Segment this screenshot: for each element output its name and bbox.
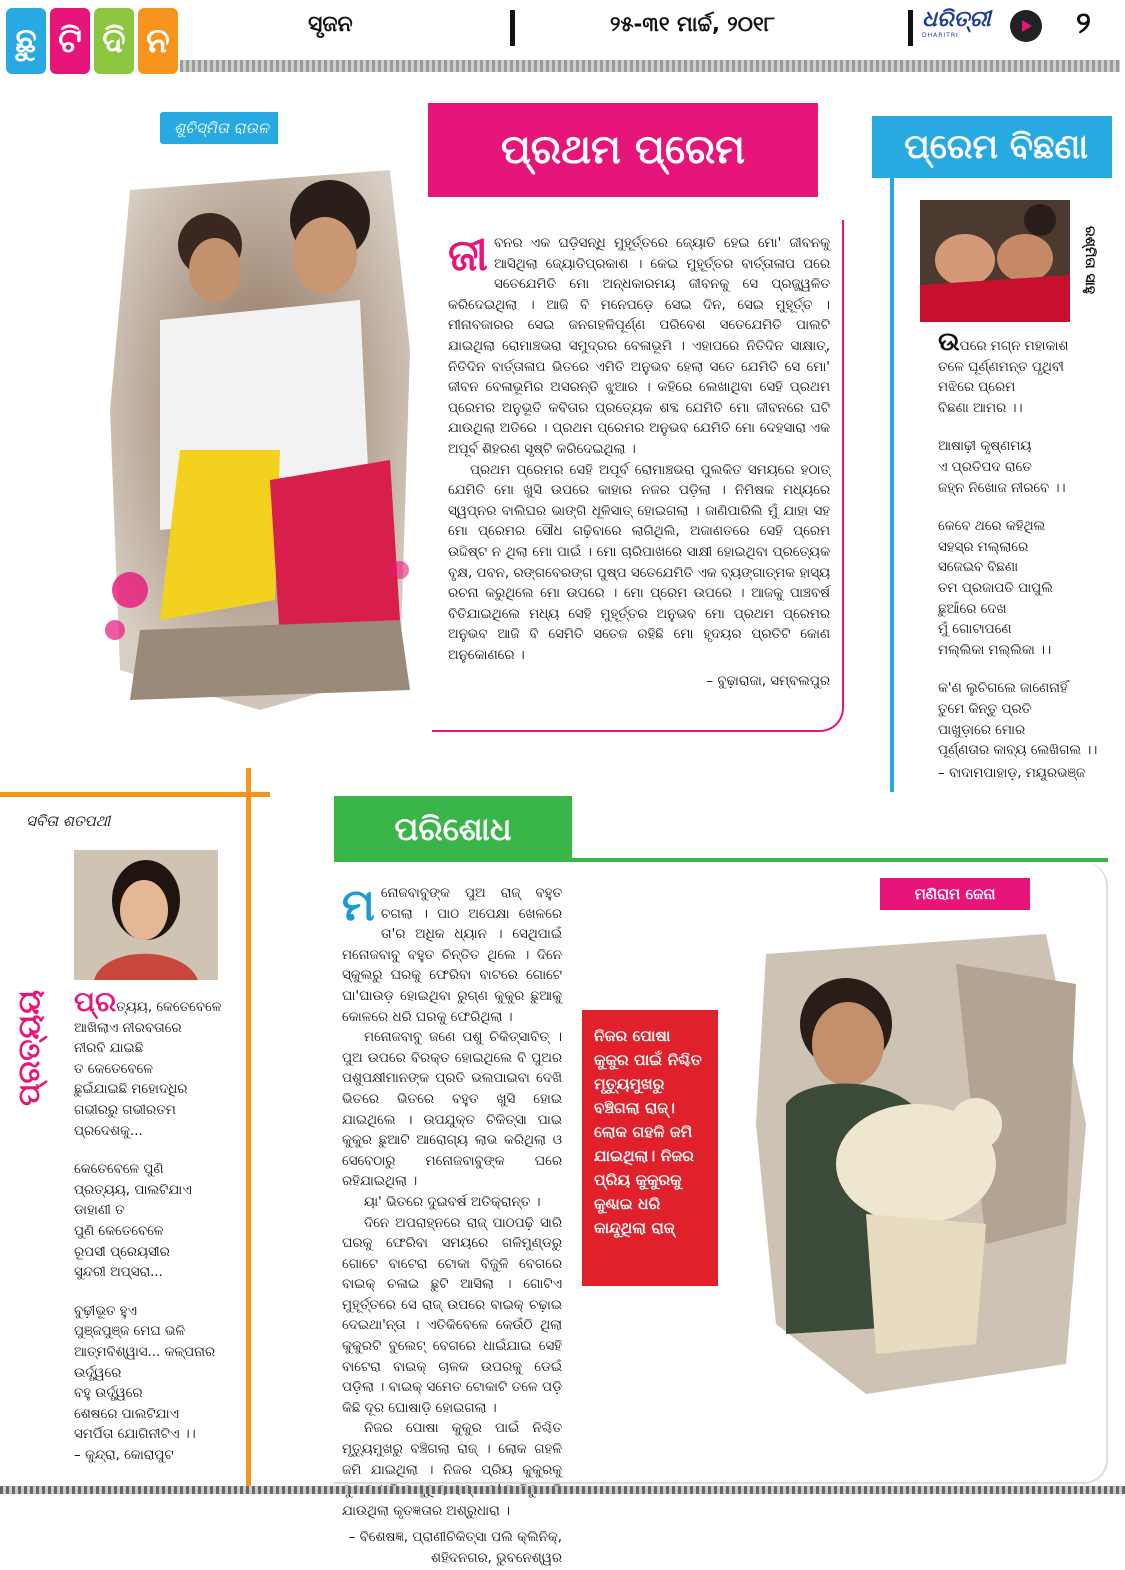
section-logo-letter-2: ଟି — [50, 8, 90, 74]
story-signature: – ବିଶେଷଜ୍ଞ, ପ୍ରାଣୀଚିକିତ୍ସା ପଲି କ୍ଲିନିକ୍, — [348, 1530, 562, 1546]
story-paragraph: ପ୍ରଥମ ପ୍ରେମର ସେହି ଅପୂର୍ବ ରୋମାଞ୍ଚଭରା ପୁଲକିତ ସମୟରେ ହଠାତ୍ ଯେମିତି ମୋ ଖୁସି ଉପରେ କାହାର ନଜର ପଡ଼ିଲା । ନିମିଷକ ମଧ୍ୟରେ ସ୍ୱପ୍ନର ବାଲିଘର ଭାଙ୍ଗି ଧୂଳିସାତ୍ ହୋଇଗଲା । ଜାଣିପାରିଲି ମୁଁ ଯାହା ସହ ମୋ ପ୍ରେମର ସୌଧ ଗଢ଼ିବାରେ ଲାଗିଥିଲି, ଅଜାଣତରେ ସେହି ପ୍ରେମ ଉଦ୍ଦିଷ୍ଟ ନ ଥିଲା ମୋ ପାଇଁ । ମୋ ଚାରିପାଖରେ ସାକ୍ଷୀ ହୋଇଥିବା ପ୍ରତ୍ୟେକ ବୃକ୍ଷ, ପବନ, ରଙ୍ଗବେରଙ୍ଗ ପୁଷ୍ପ ସତେଯେମିତି ଏକ ବ୍ୟଙ୍ଗାତ୍ମକ ହାସ୍ୟ ରଚନା କରୁଥିଲେ ମୋ ଉପରେ । ମୋ ପ୍ରେମ ଉପରେ । ଆଜକୁ ପାଞ୍ଚବର୍ଷ ବିତିଯାଇଥିଲେ ମଧ୍ୟ ସେହି ମୁହୂର୍ତ୍ତର ଅନୁଭବ ମୋ ପ୍ରଥମ ପ୍ରେମର ଅନୁଭବ ଆଜି ବି ସେମିତି ସତେଜ ରହିଛି ମୋ ହୃଦୟର ପ୍ରତିଟି କୋଣ ଅନୁକୋଣରେ । — [448, 462, 830, 663]
story-body — [342, 880, 562, 1570]
poem-stanza: କ'ଣ ଲୁଚିଗଲେ ଜାଣେନାହିଁ ତୁମେ କିନ୍ତୁ ପ୍ରତି ପାଖୁଡ଼ାରେ ମୋର ପୂର୍ଣ୍ଣତାର କାବ୍ୟ ଲେଖିଗଲ ।। — [938, 681, 1098, 759]
section-logo-letter-3: ଦି — [94, 8, 134, 74]
accent-bar-horizontal — [0, 792, 270, 797]
story-paragraph: ୟା' ଭିତରେ ଦୁଇବର୍ଷ ଅତିକ୍ରାନ୍ତ । — [364, 1194, 541, 1210]
header-divider — [510, 10, 515, 46]
story-paragraph: ନିଜର ପୋଷା କୁକୁର ପାଇଁ ନିଶ୍ଚିତ ମୃତ୍ୟୁମୁଖରୁ ବଞ୍ଚିଗଲା ରାଜ୍ । ଲୋକ ଗହଳି ଜମି ଯାଇଥିଲା । ନିଜର ପ୍ରିୟ କୁକୁରକୁ ଯାଉଥିଲା କୃତଜ୍ଞତାର ଅଶ୍ରୁଧାରା । — [342, 1421, 562, 1519]
poem-signature: – କୁନ୍ଦ୍ରା, କୋରାପୁଟ — [74, 1447, 174, 1463]
poem-author: ସବିତା ଶତପଥୀ — [26, 812, 111, 830]
couple-photo — [100, 150, 420, 720]
story-paragraph: ଦିନେ ଅପରାହ୍ନରେ ରାଜ୍ ପାଠପଢ଼ି ସାରି ଘରକୁ ଫେରିବା ସମୟରେ ଗଳିମୁଣ୍ଡରୁ ଗୋଟେ ବାଟେରା ଟୋକା ବିଜୁଳି ବେଗରେ ବାଇକ୍ ଚଳାଇ ଛୁଟି ଆସିଲା । ଗୋଟିଏ ମୁହୂର୍ତ୍ତରେ ସେ ରାଜ୍ ଉପରେ ବାଇକ୍ ଚଢ଼ାଇ ଦେଇଥା'ନ୍ତା । ଏତିକିବେଳେ କେଉଁଠି ଥିଲା କୁକୁରଟି ବୁଲେଟ୍ ବେଗରେ ଧାଇଁଯାଇ ସେହି ବାଟେରା ବାଇକ୍ ଚାଳକ ଉପରକୁ ଡେଇଁ ପଡ଼ିଲା । ବାଇକ୍ ସମେତ ଟୋକାଟି ତଳେ ପଡ଼ି କିଛି ଦୂର ଘୋଷାଡ଼ି ହୋଇଗଲା । — [342, 1215, 562, 1416]
brand-name: ଧରିତ୍ରୀ — [922, 6, 991, 32]
section-logo-letter-1: ଛୁ — [6, 8, 46, 74]
page-number: ୨ — [1076, 6, 1091, 41]
story-paragraph: ଜୀବନର ଏକ ଘଡ଼ିସନ୍ଧି ମୁହୂର୍ତ୍ତରେ ଜ୍ୟୋତି ହେଇ ମୋ' ଜୀବନକୁ ଆସିଥିଲା ଜ୍ୟୋତିପ୍ରକାଶ । କେଇ ମୁହୂର୍ତ୍ତର ବାର୍ତ୍ତାଳାପ ପରେ ସତେଯେମିତି ମୋ ଅନ୍ଧକାରମୟ ଜୀବନକୁ ସେ ପ୍ରଜ୍ଜ୍ୱଳିତ କରିଦେଇଥିଲା । ଆଜି ବି ମନେପଡ଼େ ସେଇ ଦିନ, ସେଇ ମୁହୂର୍ତ୍ତ । ମୀନାବଜାରର ସେଇ ଜନଗହଳିପୂର୍ଣ୍ଣ ପରିବେଶ ସତେଯେମିତି ପାଲଟି ଯାଇଥିଲା ରୋମାଞ୍ଚଭରା ସମୁଦ୍ରର ବେଳାଭୂମି । ଏହାପରେ ନିତିଦିନ ସାକ୍ଷାତ୍, ନିତିଦିନ ବାର୍ତ୍ତାଳାପ ଭିତରେ ଏମିତି ଅନୁଭବ ହେଲା ସତେ ଯେମିତି ସେ ମୋ' ଜୀବନ ବେଳାଭୂମିର ଅସରନ୍ତି ଝୁଆର । କହିରେ ଲେଖାଥିବା ସେହି ପ୍ରଥମ ପ୍ରେମର ଅନୁଭୂତି କବିତାର ପ୍ରତ୍ୟେକ ଶବ୍ଦ ଯେମିତି ମୋ ଜୀବନରେ ଘଟି ଯାଉଥିଲା ଅତିରେ । ପ୍ରଥମ ପ୍ରେମର ଅନୁଭବ ଯେମିତି ମୋ ଦେହସାରା ଏକ ଅପୂର୍ବ ଶିହରଣ ସୃଷ୍ଟି କରିଦେଇଥିଲା । — [448, 230, 830, 457]
story-body — [448, 230, 830, 693]
footer-rule — [0, 1486, 1125, 1494]
dropcap: ପ୍ର — [74, 985, 117, 1018]
dropcap: ମ — [342, 880, 375, 931]
poem-body — [74, 985, 244, 1466]
poem-signature: – ବାଦାମପାହାଡ଼, ମୟୂରଭଞ୍ଜ — [938, 765, 1086, 781]
play-icon — [1010, 10, 1042, 42]
dropcap: ଉ — [938, 327, 960, 357]
pull-quote: ନିଜର ପୋଷା କୁକୁର ପାଇଁ ନିଶ୍ଚିତ ମୃତ୍ୟୁମୁଖରୁ ବଞ୍ଚିଗଲା ରାଜ୍। ଲୋକ ଗହଳି ଜମି ଯାଇଥିଲା। ନିଜର ପ୍ରିୟ କୁକୁରକୁ କୁଣ୍ଢାଇ ଧରି କାନ୍ଦୁଥିଲା ରାଜ୍ — [582, 1010, 718, 1286]
accent-bar — [890, 116, 894, 792]
brand-logo — [922, 6, 991, 46]
poem-title: ପ୍ରେମ ବିଛଣା — [872, 116, 1112, 178]
poem-stanza: ଆଖିଲାଏ ନୀରବତାରେ ନୀରବି ଯାଇଛି ତ କେତେବେଳେ ଛୁଇଁଯାଇଛି ମହୋଦଧିର ଗଭୀରରୁ ଗଭୀରତମ ପ୍ରଦେଶକୁ... — [74, 1020, 188, 1139]
story-paragraph: ମନୋଜବାବୁଙ୍କ ପୁଅ ରାଜ୍ ବହୁତ ଚଗଲା । ପାଠ ଅପେକ୍ଷା ଖେଳରେ ତା'ର ଅଧିକ ଧ୍ୟାନ । ସେଥିପାଇଁ ମନୋଜବାବୁ ବହୁତ ଚିନ୍ତିତ ଥିଲେ । ଦିନେ ସ୍କୁଲରୁ ଘରକୁ ଫେରିବା ବାଟରେ ଗୋଟେ ଘା'ଘାଉଡ଼ ହୋଇଥିବା ରୁଗ୍ଣ କୁକୁର ଛୁଆକୁ କୋଳରେ ଧରି ଘରକୁ ଫେରିଥିଲା । — [342, 880, 562, 1025]
poem-stanza: କେତେବେଳେ ପୁଣି ପ୍ରତ୍ୟୟ, ପାଲଟିଯାଏ ଡାହାଣୀ ତ ପୁଣି କେତେବେଳେ ରୂପସୀ ପ୍ରେୟସୀର ସୁନ୍ଦରୀ ଅପ୍ସରା... — [74, 1162, 192, 1281]
poem-author-vertical: ରଶ୍ମିତା ସାହୁ — [1082, 226, 1098, 294]
poem-stanza: ଆଷାଢ଼ୀ କୃଷ୍ଣମୟ ଏ ପ୍ରତିପଦ ରାତେ ଜହ୍ନ ନିଖୋଜ ନୀରବେ ।। — [938, 439, 1066, 496]
story-title: ପ୍ରଥମ ପ୍ରେମ — [428, 103, 818, 197]
story-title: ପରିଶୋଧ — [334, 796, 572, 862]
header-rule — [180, 60, 1120, 72]
poem-stanza: କେବେ ଥରେ କହିଥିଲ ସହସ୍ର ମଲ୍ଲାରେ ସଜେଇବ ବିଛଣା ତମ ପ୍ରଜାପତି ପାପୁଲି ଛୁଆଁରେ ଦେଖ ମୁଁ ଗୋଟାପଣେ ମଲ୍ଲିକା ମଲ୍ଲିକା ।। — [938, 519, 1053, 658]
story-signature: ଶହିଦନଗର, ଭୁବନେଶ୍ୱର — [431, 1551, 562, 1566]
issue-date: ୨୫-୩୧ ମାର୍ଚ୍ଚ, ୨୦୧୮ — [610, 12, 775, 36]
author-byline: ଶୁଚିସ୍ମିତା ରାଉଳ — [160, 112, 278, 144]
woman-portrait — [74, 850, 218, 980]
poem-body — [938, 327, 1108, 784]
story-paragraph: ମନୋଜବାବୁ ଜଣେ ପଶୁ ଚିକିତ୍ସାବିତ୍ । ପୁଅ ଉପରେ ବିରକ୍ତ ହୋଇଥିଲେ ବି ପୁଅର ପଶୁପକ୍ଷୀମାନଙ୍କ ପ୍ରତି ଭଲପାଇବା ଦେଖି ଭିତରେ ଭିତରେ ବହୁତ ଖୁସି ହୋଇ ଯାଇଥିଲେ । ଉପଯୁକ୍ତ ଚିକିତ୍ସା ପାଇ କୁକୁର ଛୁଆଟି ଆରୋଗ୍ୟ ଲାଭ କରିଥିଲା ଓ ସେବେଠାରୁ ମନୋଜବାବୁଙ୍କ ଘରେ ରହିଯାଇଥିଲା । — [342, 1030, 562, 1190]
supplement-name: ସୃଜନ — [308, 12, 353, 37]
poem-stanza: ଉପରେ ମଗ୍ନ ମହାକାଶ ତଳେ ଘୂର୍ଣ୍ଣମନ୍ତ ପୃଥିବୀ ମଝିରେ ପ୍ରେମ ବିଛଣା ଆମର ।। — [938, 327, 1069, 416]
brand-name-latin: DHARITRI — [922, 32, 959, 39]
poem-stanza: ପ୍ରତ୍ୟୟ, କେତେବେଳେ — [74, 985, 222, 1018]
accent-bar — [246, 768, 251, 1490]
story-signature: – ବୁଢ଼ାରାଜା, ସମ୍ବଲପୁର — [706, 674, 830, 690]
boy-with-dog-photo — [746, 924, 1104, 1400]
section-logo-letter-4: ନ — [138, 8, 178, 74]
author-byline: ମଣିରାମ ଜେନା — [880, 878, 1030, 910]
poem-title-vertical: ପ୍ରତ୍ୟୟ — [12, 989, 47, 1106]
poem-stanza: ବୁଢ଼ୀଭୂତ ହୁଏ ପୁଞ୍ଜପୁଞ୍ଜ ମେଘ ଭଳି ଆତ୍ମବିଶ୍ୱାସ... କଳ୍ପନାର ଉର୍ଦ୍ଧ୍ୱରେ ବହୁ ଉର୍ଦ୍ଧ୍ୱରେ ଶେଷରେ ପାଲଟିଯାଏ ସମର୍ପିତା ଯୋଗିନୀଟିଏ ।। — [74, 1303, 216, 1443]
dropcap: ଜୀ — [448, 230, 488, 281]
couple-photo-small — [920, 200, 1070, 322]
header-divider — [908, 10, 913, 46]
